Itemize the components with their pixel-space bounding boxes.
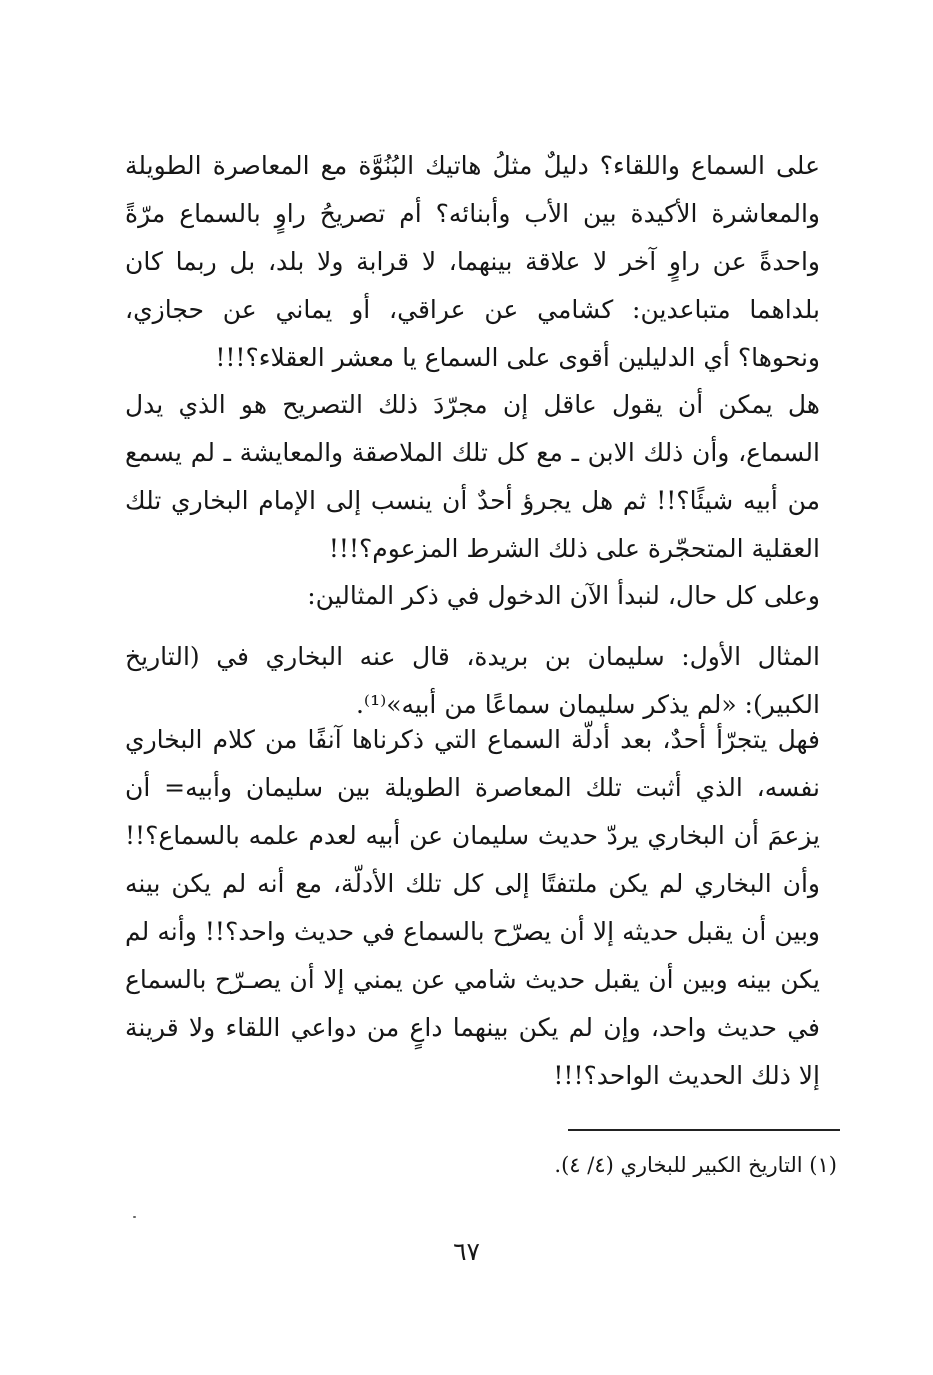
paragraph-5: فهل يتجرّأ أحدٌ، بعد أدلّة السماع التي ذكرناها آنفًا من كلام البخاري نفسه، الذي أثبت تلك المعاصرة الطويلة بين سليمان وأبيه= أن يزعمَ أن البخاري يردّ حديث سليمان عن أبيه لعدم علمه بالسماع؟!! وأن البخاري لم يكن ملتفتًا إلى كل تلك الأدلّة، مع أنه لم يكن بينه وبين أن يقبل حديثه إلا أن يصرّح بالسماع في حديث واحد؟!! وأنه لم يكن بينه وبين أن يقبل حديث شامي عن يمني إلا أن يصـرّح بالسماع في حديث واحد، وإن لم يكن بينهما داعٍ من دواعي اللقاء ولا قرينة إلا ذلك الحديث الواحد؟!!! [125, 725, 820, 1090]
paragraph-4: المثال الأول: سليمان بن بريدة، قال عنه البخاري في (التاريخ الكبير): «لم يذكر سليمان سماعًا من أبيه»⁽¹⁾. [125, 642, 820, 719]
footnote-separator [568, 1129, 840, 1131]
paragraph-2: هل يمكن أن يقول عاقل إن مجرّدَ ذلك التصريح هو الذي يدل السماع، وأن ذلك الابن ـ مع كل تلك الملاصقة والمعايشة ـ لم يسمع من أبيه شيئًا؟!! ثم هل يجرؤ أحدٌ أن ينسب إلى الإمام البخاري تلك العقلية المتحجّرة على ذلك الشرط المزعوم؟!!! [125, 390, 820, 563]
paragraph-1: على السماع واللقاء؟ دليلٌ مثلُ هاتيك البُنُوَّة مع المعاصرة الطويلة والمعاشرة الأكيدة بين الأب وأبنائه؟ أم تصريحُ راوٍ بالسماع مرّةً واحدةً عن راوٍ آخر لا علاقة بينهما، لا قرابة ولا بلد، بل ربما كان بلداهما متباعدين: كشامي عن عراقي، أو يماني عن حجازي، ونحوها؟ أي الدليلين أقوى على السماع يا معشر العقلاء؟!!! [125, 151, 820, 372]
scan-speck [133, 1216, 136, 1218]
page-number: ٦٧ [453, 1237, 480, 1266]
paragraph-3: وعلى كل حال، لنبدأ الآن الدخول في ذكر المثالين: [307, 581, 820, 610]
footnote: (١) التاريخ الكبير للبخاري (٤/ ٤). [554, 1153, 837, 1177]
